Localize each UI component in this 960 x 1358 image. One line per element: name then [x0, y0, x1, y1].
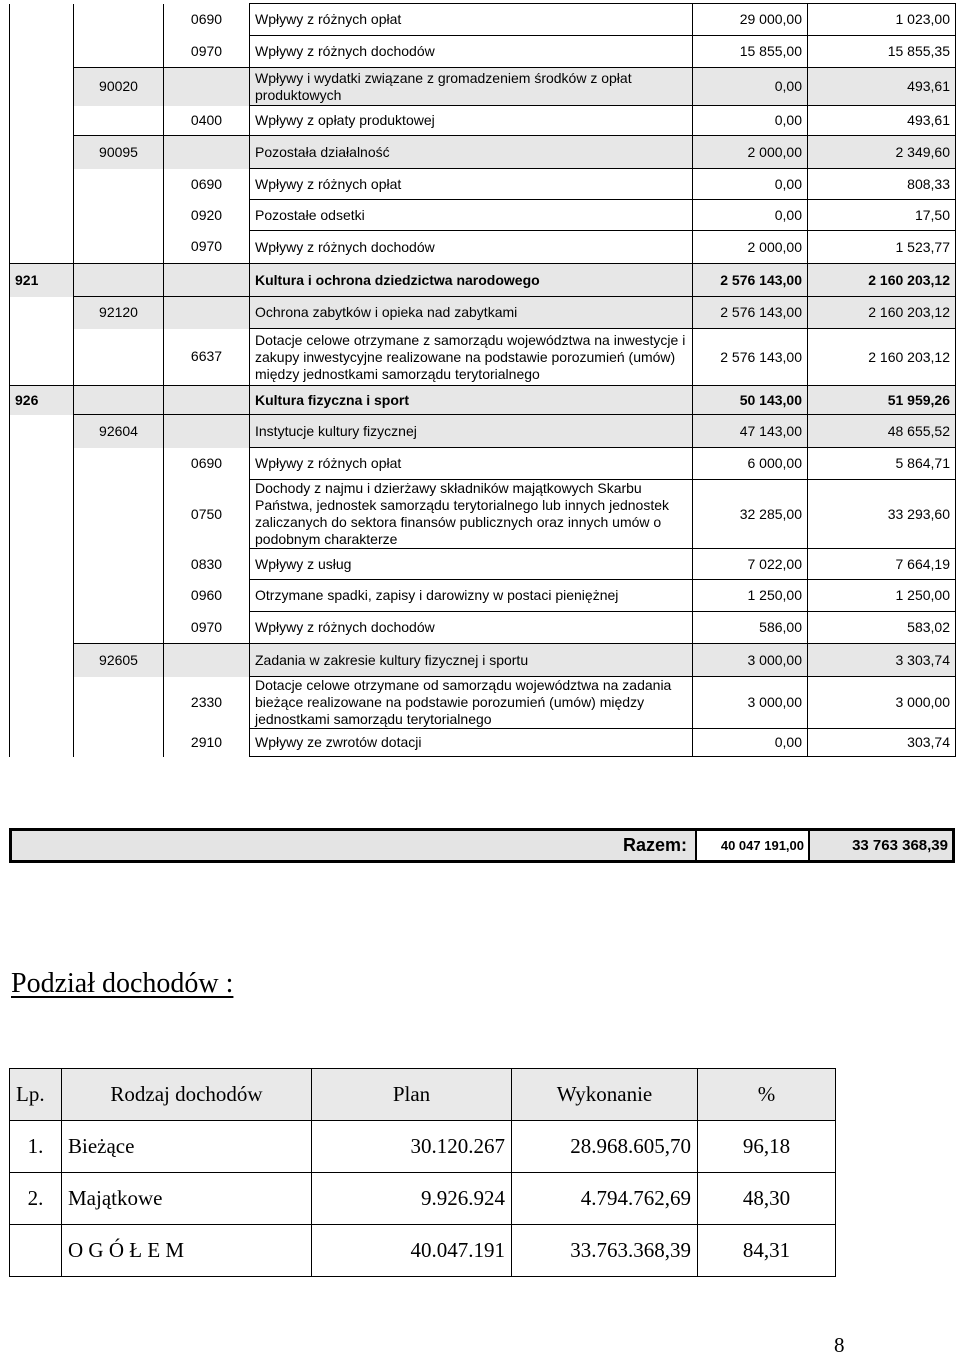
chapter-cell: [10, 329, 74, 386]
summary-cell: [10, 1225, 62, 1277]
plan-cell: 2 576 143,00: [693, 329, 808, 386]
plan-cell: 3 000,00: [693, 677, 808, 729]
execution-cell: 1 523,77: [808, 231, 956, 264]
description-cell: Otrzymane spadki, zapisy i darowizny w postaci pieniężnej: [250, 580, 693, 612]
chapter-cell: [10, 136, 74, 169]
execution-cell: 1 250,00: [808, 580, 956, 612]
chapter-cell: [10, 169, 74, 200]
description-cell: Wpływy z różnych dochodów: [250, 231, 693, 264]
plan-cell: 2 000,00: [693, 231, 808, 264]
plan-cell: 3 000,00: [693, 644, 808, 677]
execution-cell: 493,61: [808, 68, 956, 106]
summary-header: Wykonanie: [512, 1069, 698, 1121]
plan-cell: 29 000,00: [693, 4, 808, 36]
plan-cell: 32 285,00: [693, 480, 808, 549]
total-plan: 40 047 191,00: [695, 831, 810, 860]
paragraph-cell: 0750: [164, 480, 250, 549]
chapter-cell: [10, 448, 74, 480]
execution-cell: 15 855,35: [808, 36, 956, 68]
page-number: 8: [834, 1333, 845, 1357]
summary-row: [10, 1225, 836, 1277]
chapter-cell: [10, 580, 74, 612]
description-cell: Wpływy z opłaty produktowej: [250, 106, 693, 136]
plan-cell: 0,00: [693, 729, 808, 757]
summary-cell: 28.968.605,70: [512, 1121, 698, 1173]
division-cell: 90095: [74, 136, 164, 169]
division-cell: [74, 329, 164, 386]
paragraph-cell: [164, 415, 250, 448]
summary-cell: 9.926.924: [312, 1173, 512, 1225]
execution-cell: 17,50: [808, 200, 956, 231]
summary-row: [10, 1173, 836, 1225]
chapter-cell: 921: [10, 264, 74, 297]
paragraph-cell: 0830: [164, 549, 250, 580]
chapter-cell: [10, 729, 74, 757]
plan-cell: 50 143,00: [693, 386, 808, 415]
chapter-cell: [10, 200, 74, 231]
execution-cell: 51 959,26: [808, 386, 956, 415]
plan-cell: 1 250,00: [693, 580, 808, 612]
description-cell: Wpływy z usług: [250, 549, 693, 580]
plan-cell: 0,00: [693, 106, 808, 136]
table-row: [10, 169, 956, 200]
paragraph-cell: 0920: [164, 200, 250, 231]
chapter-cell: [10, 644, 74, 677]
chapter-cell: [10, 36, 74, 68]
total-execution: 33 763 368,39: [852, 837, 948, 854]
summary-cell: 2.: [10, 1173, 62, 1225]
division-cell: [74, 677, 164, 729]
table-row: [10, 231, 956, 264]
plan-cell: 2 576 143,00: [693, 264, 808, 297]
table-row: [10, 297, 956, 329]
execution-cell: 2 160 203,12: [808, 297, 956, 329]
table-row: [10, 644, 956, 677]
paragraph-cell: 2910: [164, 729, 250, 757]
summary-cell: 4.794.762,69: [512, 1173, 698, 1225]
table-row: [10, 580, 956, 612]
paragraph-cell: [164, 264, 250, 297]
division-cell: 92120: [74, 297, 164, 329]
summary-cell: 48,30: [698, 1173, 836, 1225]
description-cell: Instytucje kultury fizycznej: [250, 415, 693, 448]
execution-cell: 7 664,19: [808, 549, 956, 580]
total-label: Razem:: [622, 835, 687, 855]
table-row: [10, 36, 956, 68]
summary-cell: O G Ó Ł E M: [62, 1225, 312, 1277]
paragraph-cell: 0690: [164, 169, 250, 200]
description-cell: Dotacje celowe otrzymane z samorządu województwa na inwestycje i zakupy inwestycyjne realizowane na podstawie porozumień (umów) między jednostkami samorządu terytorialnego: [250, 329, 693, 386]
description-cell: Wpływy z różnych dochodów: [250, 612, 693, 644]
summary-cell: 33.763.368,39: [512, 1225, 698, 1277]
execution-cell: 2 160 203,12: [808, 264, 956, 297]
division-cell: [74, 549, 164, 580]
division-cell: [74, 106, 164, 136]
chapter-cell: [10, 480, 74, 549]
table-row: [10, 612, 956, 644]
division-cell: [74, 4, 164, 36]
execution-cell: 583,02: [808, 612, 956, 644]
division-cell: [74, 36, 164, 68]
summary-cell: 84,31: [698, 1225, 836, 1277]
execution-cell: 5 864,71: [808, 448, 956, 480]
execution-cell: 2 160 203,12: [808, 329, 956, 386]
plan-cell: 0,00: [693, 68, 808, 106]
division-cell: 92605: [74, 644, 164, 677]
table-row: [10, 448, 956, 480]
plan-cell: 6 000,00: [693, 448, 808, 480]
chapter-cell: [10, 415, 74, 448]
summary-header: %: [698, 1069, 836, 1121]
chapter-cell: [10, 549, 74, 580]
total-row: [9, 828, 955, 863]
budget-table: [9, 3, 956, 757]
summary-cell: 96,18: [698, 1121, 836, 1173]
paragraph-cell: 2330: [164, 677, 250, 729]
summary-cell: 40.047.191: [312, 1225, 512, 1277]
chapter-cell: 926: [10, 386, 74, 415]
paragraph-cell: 0400: [164, 106, 250, 136]
division-cell: 90020: [74, 68, 164, 106]
division-cell: 92604: [74, 415, 164, 448]
description-cell: Wpływy z różnych opłat: [250, 169, 693, 200]
table-row: [10, 549, 956, 580]
chapter-cell: [10, 4, 74, 36]
execution-cell: 808,33: [808, 169, 956, 200]
paragraph-cell: 0970: [164, 231, 250, 264]
plan-cell: 7 022,00: [693, 549, 808, 580]
chapter-cell: [10, 231, 74, 264]
paragraph-cell: [164, 136, 250, 169]
description-cell: Dochody z najmu i dzierżawy składników majątkowych Skarbu Państwa, jednostek samorządu terytorialnego lub innych jednostek zaliczanych do sektora finansów publicznych oraz innych umów o podobnym charakterze: [250, 480, 693, 549]
table-row: [10, 4, 956, 36]
paragraph-cell: 0960: [164, 580, 250, 612]
table-row: [10, 677, 956, 729]
execution-cell: 493,61: [808, 106, 956, 136]
summary-table: [9, 1068, 836, 1277]
description-cell: Pozostałe odsetki: [250, 200, 693, 231]
execution-cell: 1 023,00: [808, 4, 956, 36]
chapter-cell: [10, 106, 74, 136]
table-row: [10, 329, 956, 386]
plan-cell: 2 576 143,00: [693, 297, 808, 329]
paragraph-cell: [164, 297, 250, 329]
summary-cell: 30.120.267: [312, 1121, 512, 1173]
table-row: [10, 480, 956, 549]
paragraph-cell: 0690: [164, 448, 250, 480]
division-cell: [74, 231, 164, 264]
execution-cell: 3 303,74: [808, 644, 956, 677]
division-cell: [74, 480, 164, 549]
paragraph-cell: 0970: [164, 612, 250, 644]
execution-cell: 33 293,60: [808, 480, 956, 549]
division-cell: [74, 169, 164, 200]
description-cell: Wpływy z różnych dochodów: [250, 36, 693, 68]
description-cell: Wpływy ze zwrotów dotacji: [250, 729, 693, 757]
description-cell: Ochrona zabytków i opieka nad zabytkami: [250, 297, 693, 329]
summary-header: Lp.: [10, 1069, 62, 1121]
plan-cell: 15 855,00: [693, 36, 808, 68]
table-row: [10, 68, 956, 106]
table-row: [10, 200, 956, 231]
paragraph-cell: [164, 644, 250, 677]
execution-cell: 3 000,00: [808, 677, 956, 729]
plan-cell: 0,00: [693, 169, 808, 200]
chapter-cell: [10, 612, 74, 644]
paragraph-cell: [164, 386, 250, 415]
summary-header-row: [10, 1069, 836, 1121]
plan-cell: 2 000,00: [693, 136, 808, 169]
description-cell: Wpływy i wydatki związane z gromadzeniem środków z opłat produktowych: [250, 68, 693, 106]
division-cell: [74, 729, 164, 757]
chapter-cell: [10, 68, 74, 106]
table-row: [10, 106, 956, 136]
plan-cell: 0,00: [693, 200, 808, 231]
paragraph-cell: 6637: [164, 329, 250, 386]
summary-cell: 1.: [10, 1121, 62, 1173]
division-cell: [74, 264, 164, 297]
description-cell: Zadania w zakresie kultury fizycznej i sportu: [250, 644, 693, 677]
paragraph-cell: 0970: [164, 36, 250, 68]
summary-row: [10, 1121, 836, 1173]
summary-header: Rodzaj dochodów: [62, 1069, 312, 1121]
summary-cell: Majątkowe: [62, 1173, 312, 1225]
summary-cell: Bieżące: [62, 1121, 312, 1173]
plan-cell: 586,00: [693, 612, 808, 644]
chapter-cell: [10, 297, 74, 329]
table-row: [10, 386, 956, 415]
description-cell: Wpływy z różnych opłat: [250, 4, 693, 36]
execution-cell: 303,74: [808, 729, 956, 757]
plan-cell: 47 143,00: [693, 415, 808, 448]
description-cell: Pozostała działalność: [250, 136, 693, 169]
division-cell: [74, 580, 164, 612]
description-cell: Kultura fizyczna i sport: [250, 386, 693, 415]
execution-cell: 2 349,60: [808, 136, 956, 169]
paragraph-cell: 0690: [164, 4, 250, 36]
division-cell: [74, 386, 164, 415]
division-cell: [74, 448, 164, 480]
description-cell: Kultura i ochrona dziedzictwa narodowego: [250, 264, 693, 297]
division-cell: [74, 612, 164, 644]
table-row: [10, 729, 956, 757]
summary-header: Plan: [312, 1069, 512, 1121]
description-cell: Wpływy z różnych opłat: [250, 448, 693, 480]
paragraph-cell: [164, 68, 250, 106]
section-heading: Podział dochodów :: [11, 968, 234, 999]
division-cell: [74, 200, 164, 231]
table-row: [10, 264, 956, 297]
execution-cell: 48 655,52: [808, 415, 956, 448]
table-row: [10, 415, 956, 448]
chapter-cell: [10, 677, 74, 729]
description-cell: Dotacje celowe otrzymane od samorządu województwa na zadania bieżące realizowane na podstawie porozumień (umów) między jednostkami samorządu terytorialnego: [250, 677, 693, 729]
table-row: [10, 136, 956, 169]
